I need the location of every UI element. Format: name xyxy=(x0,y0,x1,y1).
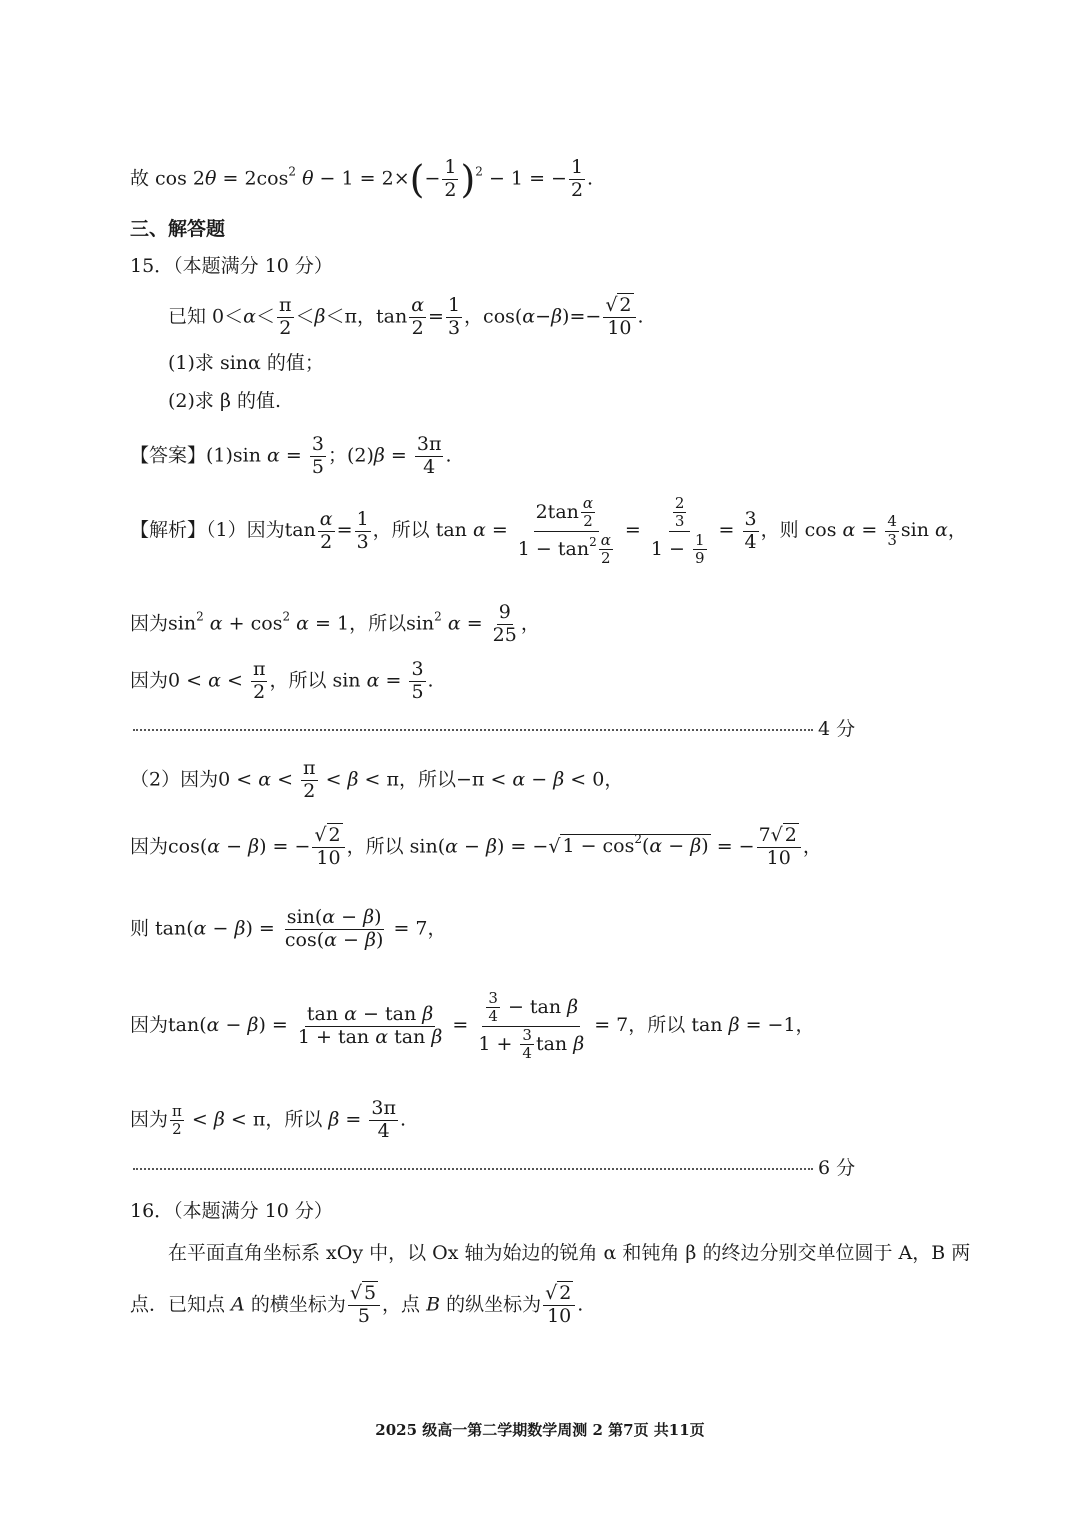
page-footer: 2025 级高一第二学期数学周测 2 第7页 共11页 xyxy=(375,1421,705,1439)
q15-sol-line2: 因为$\sin^2 \alpha + \cos^2 \alpha = 1$，所以$\sin^2 \alpha$ = $\frac{9}{25}$ ， xyxy=(130,601,540,646)
q15-sol-line6: 则 tan(α − β) = $\frac{\sin(\alpha - \beta)}{\cos(\alpha - \beta)}$ = 7， xyxy=(130,906,447,951)
score-1: 4 分 xyxy=(818,718,856,740)
section-title: 三、解答题 xyxy=(130,218,226,240)
q15-sol-line7: 因为tan(α − β) = $\frac{\text{tan α − tan β}}{\text{1 + tan α tan β}}$ = $\frac{3}{4}$ − tan β 1 + $\frac{3}{4}$ tan β = 7，所以 tan β = −1， xyxy=(130,989,815,1062)
q16-text-line2: 点．已知点 A 的横坐标为 $\frac{√ 5}{5}$ ，点 B 的纵坐标为 $\frac{√ 2}{10}$ . xyxy=(130,1282,584,1327)
score-leader-dots-2 xyxy=(133,1168,813,1170)
q16-header: 16．（本题满分 10 分） xyxy=(130,1200,333,1222)
q15-sol-line4: （2）因为0 < α < $\frac{\pi}{2}$ < β < π，所以−π < α − β < 0， xyxy=(130,757,624,802)
q15-given: 已知 0＜α＜ $\frac{\pi}{2}$ ＜β＜π，tan $\frac{\alpha}{2}$ = $\frac{1}{3}$ ，cos(α−β)=− $\frac{√ 2}{10}$ . xyxy=(168,294,644,339)
top-conclusion: 故 $\cos 2\theta = 2\cos^2$ θ − 1 = 2×(− $\frac{1}{2}$ )$^2$ − 1 = − $\frac{1}{2}$ . xyxy=(130,156,594,202)
q15-part1: (1)求 sinα 的值； xyxy=(168,352,324,374)
score-2: 6 分 xyxy=(818,1157,856,1179)
q15-sol-line5: 因为cos(α − β) = − $\frac{√ 2}{10}$ ，所以 sin(α − β) = −√ $1 - \cos^2(\alpha - \beta)$ = − $\frac{7√ 2}{10}$ ， xyxy=(130,824,822,869)
q15-sol-line1: 【解析】（1）因为tan $\frac{\alpha}{2}$ = $\frac{1}{3}$ ，所以 tan α = 2tan $\frac{\alpha}{2}$ $1 - \tan^2$ $\frac{\alpha}{2}$ = $\frac{2}{3}$ 1 − $\frac{1}{9}$ = $\frac{3}{4}$ ，则 cos α = $\frac{4}{3}$ sin α， xyxy=(130,494,967,567)
q15-part2: (2)求 β 的值. xyxy=(168,390,282,412)
q15-sol-line8: 因为 $\frac{\pi}{2}$ < β < π，所以 β = $\frac{3\pi}{4}$ . xyxy=(130,1097,406,1142)
q16-text-line1: 在平面直角坐标系 xOy 中，以 Ox 轴为始边的锐角 α 和钝角 β 的终边分别交单位圆于 A，B 两 xyxy=(168,1242,971,1264)
q15-header: 15．（本题满分 10 分） xyxy=(130,255,333,277)
score-leader-dots-1 xyxy=(133,729,813,731)
q15-sol-line3: 因为0 < α < $\frac{\pi}{2}$ ，所以 sin α = $\frac{3}{5}$ . xyxy=(130,658,434,703)
q15-answer: 【答案】(1)sin α = $\frac{3}{5}$ ；(2)β = $\frac{3\pi}{4}$ . xyxy=(130,433,452,478)
